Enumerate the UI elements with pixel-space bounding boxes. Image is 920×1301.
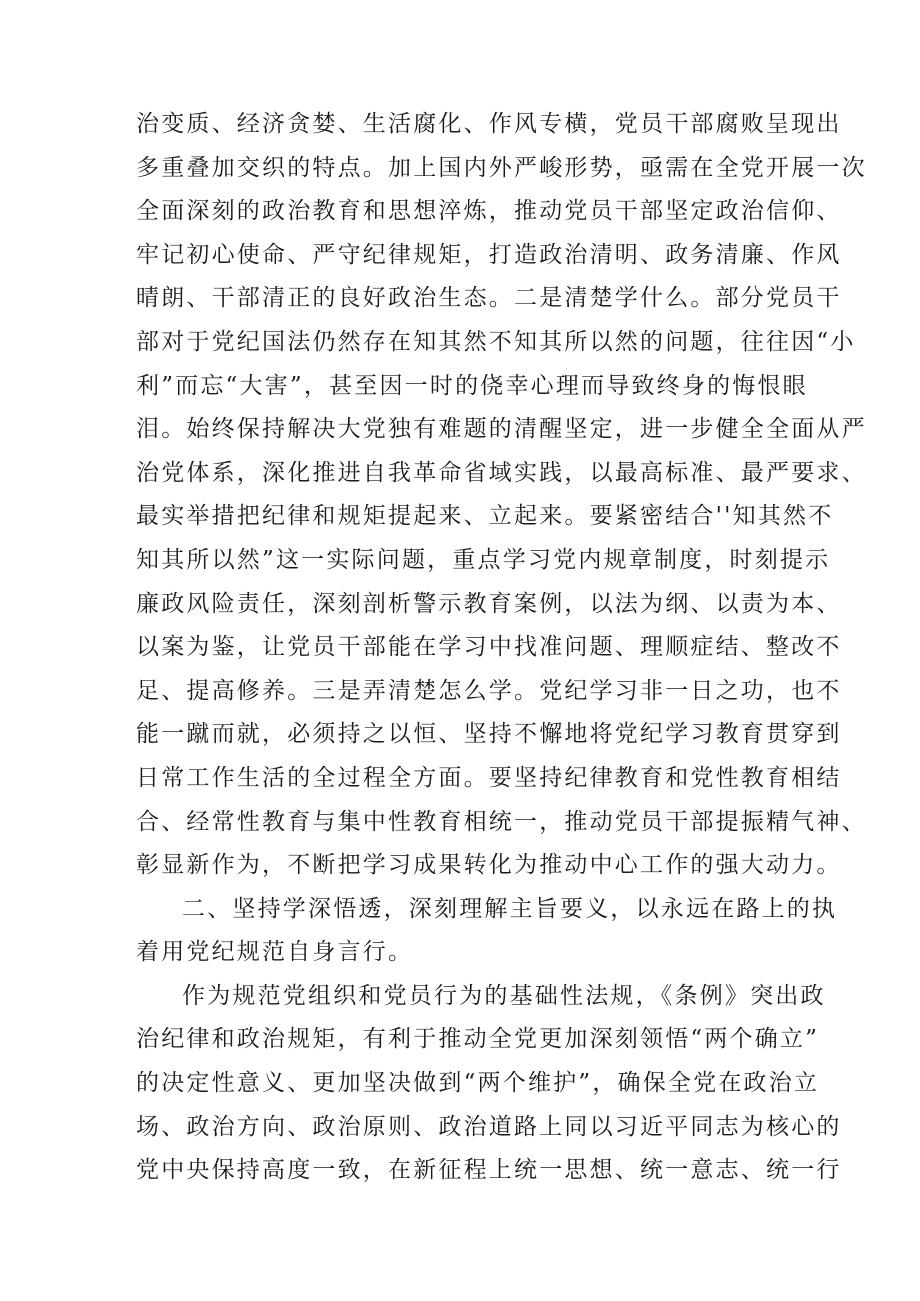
section-heading-line: 二、坚持学深悟透，深刻理解主旨要义，以永远在路上的执 bbox=[182, 895, 838, 922]
text-line: 以案为鉴，让党员干部能在学习中找准问题、理顺症结、整改不 bbox=[136, 634, 842, 661]
text-line: 场、政治方向、政治原则、政治道路上同以习近平同志为核心的 bbox=[136, 1113, 842, 1140]
text-line: 合、经常性教育与集中性教育相统一，推动党员干部提振精气神、 bbox=[136, 808, 867, 835]
text-line: 部对于党纪国法仍然存在知其然不知其所以然的问题，往往因“小 bbox=[136, 328, 856, 355]
text-line: 泪。始终保持解决大党独有难题的清醒坚定，进一步健全全面从严 bbox=[136, 416, 867, 443]
text-line: 彰显新作为，不断把学习成果转化为推动中心工作的强大动力。 bbox=[136, 852, 842, 879]
text-line: 党中央保持高度一致，在新征程上统一思想、统一意志、统一行 bbox=[136, 1157, 842, 1184]
text-line: 晴朗、干部清正的良好政治生态。二是清楚学什么。部分党员干 bbox=[136, 285, 842, 312]
text-line: 多重叠加交织的特点。加上国内外严峻形势，亟需在全党开展一次 bbox=[136, 154, 867, 181]
section-heading-line: 着用党纪规范自身言行。 bbox=[136, 939, 414, 966]
text-line: 的决定性意义、更加坚决做到“两个维护”，确保全党在政治立 bbox=[136, 1070, 820, 1097]
text-line: 廉政风险责任，深刻剖析警示教育案例，以法为纲、以责为本、 bbox=[136, 590, 842, 617]
text-line: 能一蹴而就，必须持之以恒、坚持不懈地将党纪学习教育贯穿到 bbox=[136, 721, 842, 748]
text-line: 治党体系，深化推进自我革命省域实践，以最高标准、最严要求、 bbox=[136, 459, 867, 486]
text-line: 利”而忘“大害”，甚至因一时的侥幸心理而导致终身的悔恨眼 bbox=[136, 372, 808, 399]
text-line: 日常工作生活的全过程全方面。要坚持纪律教育和党性教育相结 bbox=[136, 764, 842, 791]
text-line: 最实举措把纪律和规矩提起来、立起来。要紧密结合''知其然不 bbox=[136, 503, 834, 530]
text-line: 治变质、经济贪婪、生活腐化、作风专横，党员干部腐败呈现出 bbox=[136, 111, 842, 137]
text-line: 足、提高修养。三是弄清楚怎么学。党纪学习非一日之功，也不 bbox=[136, 677, 842, 704]
text-line: 治纪律和政治规矩，有利于推动全党更加深刻领悟“两个确立” bbox=[136, 1026, 820, 1053]
body-text bbox=[136, 103, 867, 1193]
text-line: 知其所以然”这一实际问题，重点学习党内规章制度，时刻提示 bbox=[136, 546, 831, 573]
paragraph-start-line: 作为规范党组织和党员行为的基础性法规，《条例》突出政 bbox=[182, 982, 826, 1009]
text-line: 牢记初心使命、严守纪律规矩，打造政治清明、政务清廉、作风 bbox=[136, 241, 842, 268]
text-line: 全面深刻的政治教育和思想淬炼，推动党员干部坚定政治信仰、 bbox=[136, 198, 842, 225]
